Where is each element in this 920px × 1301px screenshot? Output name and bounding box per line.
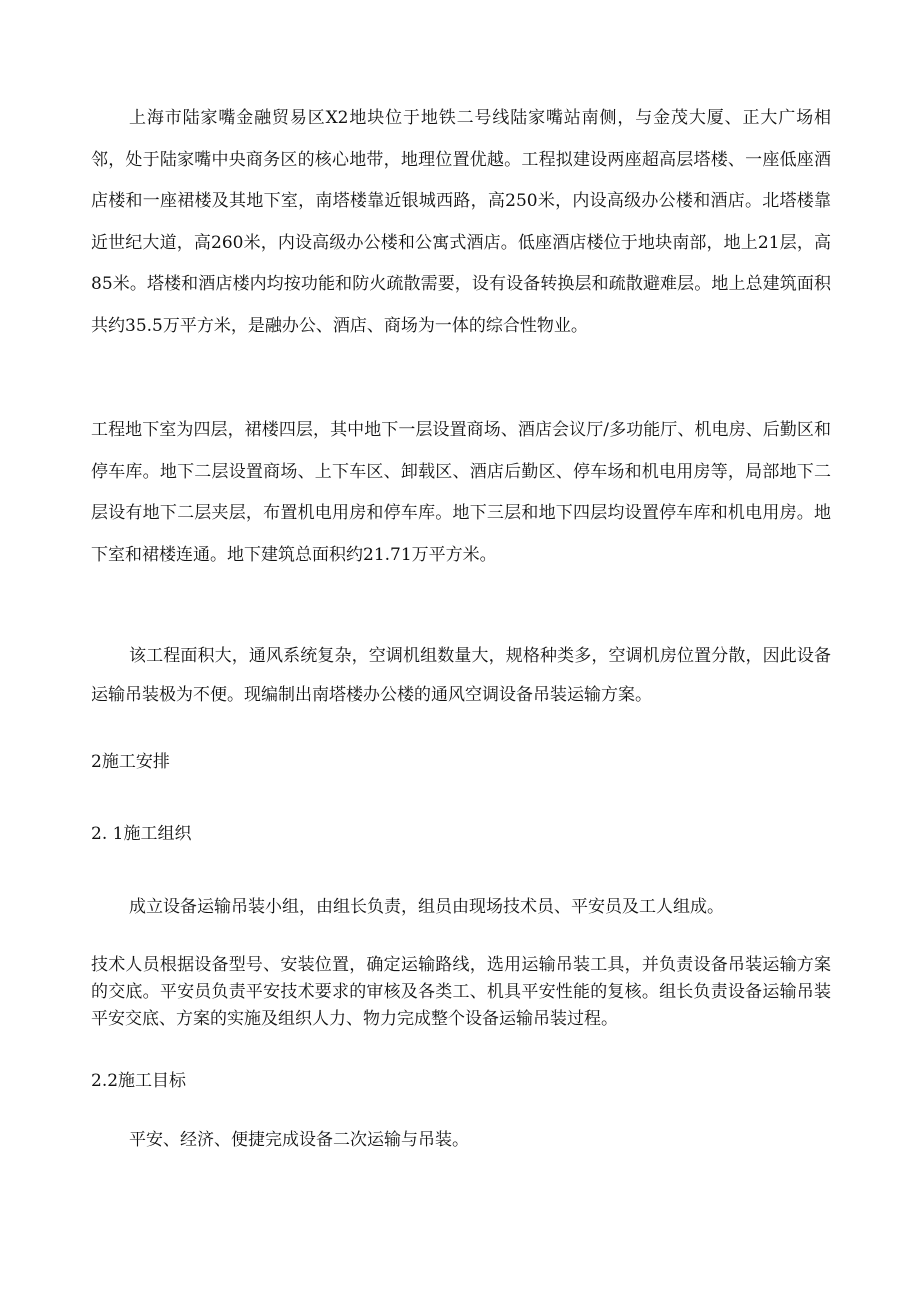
- subsection-heading-construction-organization: 2. 1施工组织: [91, 824, 192, 844]
- team-formation-paragraph: 成立设备运输吊装小组，由组长负责，组员由现场技术员、平安员及工人组成。: [129, 897, 724, 917]
- section-heading-construction-arrangement: 2施工安排: [91, 752, 170, 772]
- basement-overview-paragraph: 工程地下室为四层，裙楼四层，其中地下一层设置商场、酒店会议厅/多功能厅、机电房、后勤区和停车库。地下二层设置商场、上下车区、卸载区、酒店后勤区、停车场和机电用房等，局部地下二层设有地下二层夹层，布置机电用房和停车库。地下三层和地下四层均设置停车库和机电用房。地下室和裙楼连通。地下建筑总面积约21.71万平方米。: [91, 420, 831, 565]
- responsibilities-paragraph: 技术人员根据设备型号、安装位置，确定运输路线，选用运输吊装工具，并负责设备吊装运输方案的交底。平安员负责平安技术要求的审核及各类工、机具平安性能的复核。组长负责设备运输吊装平安交底、方案的实施及组织人力、物力完成整个设备运输吊装过程。: [91, 955, 831, 1029]
- project-overview-paragraph: 上海市陆家嘴金融贸易区X2地块位于地铁二号线陆家嘴站南侧，与金茂大厦、正大广场相邻，处于陆家嘴中央商务区的核心地带，地理位置优越。工程拟建设两座超高层塔楼、一座低座酒店楼和一座裙楼及其地下室，南塔楼靠近银城西路，高250米，内设高级办公楼和酒店。北塔楼靠近世纪大道，高260米，内设高级办公楼和公寓式酒店。低座酒店楼位于地块南部，地上21层，高85米。塔楼和酒店楼内均按功能和防火疏散需要，设有设备转换层和疏散避难层。地上总建筑面积共约35.5万平方米，是融办公、酒店、商场为一体的综合性物业。: [91, 108, 831, 336]
- subsection-heading-construction-goal: 2.2施工目标: [91, 1071, 187, 1091]
- construction-goal-paragraph: 平安、经济、便捷完成设备二次运输与吊装。: [129, 1130, 469, 1150]
- transport-plan-intro-paragraph: 该工程面积大，通风系统复杂，空调机组数量大，规格种类多，空调机房位置分散，因此设备运输吊装极为不便。现编制出南塔楼办公楼的通风空调设备吊装运输方案。: [91, 646, 831, 705]
